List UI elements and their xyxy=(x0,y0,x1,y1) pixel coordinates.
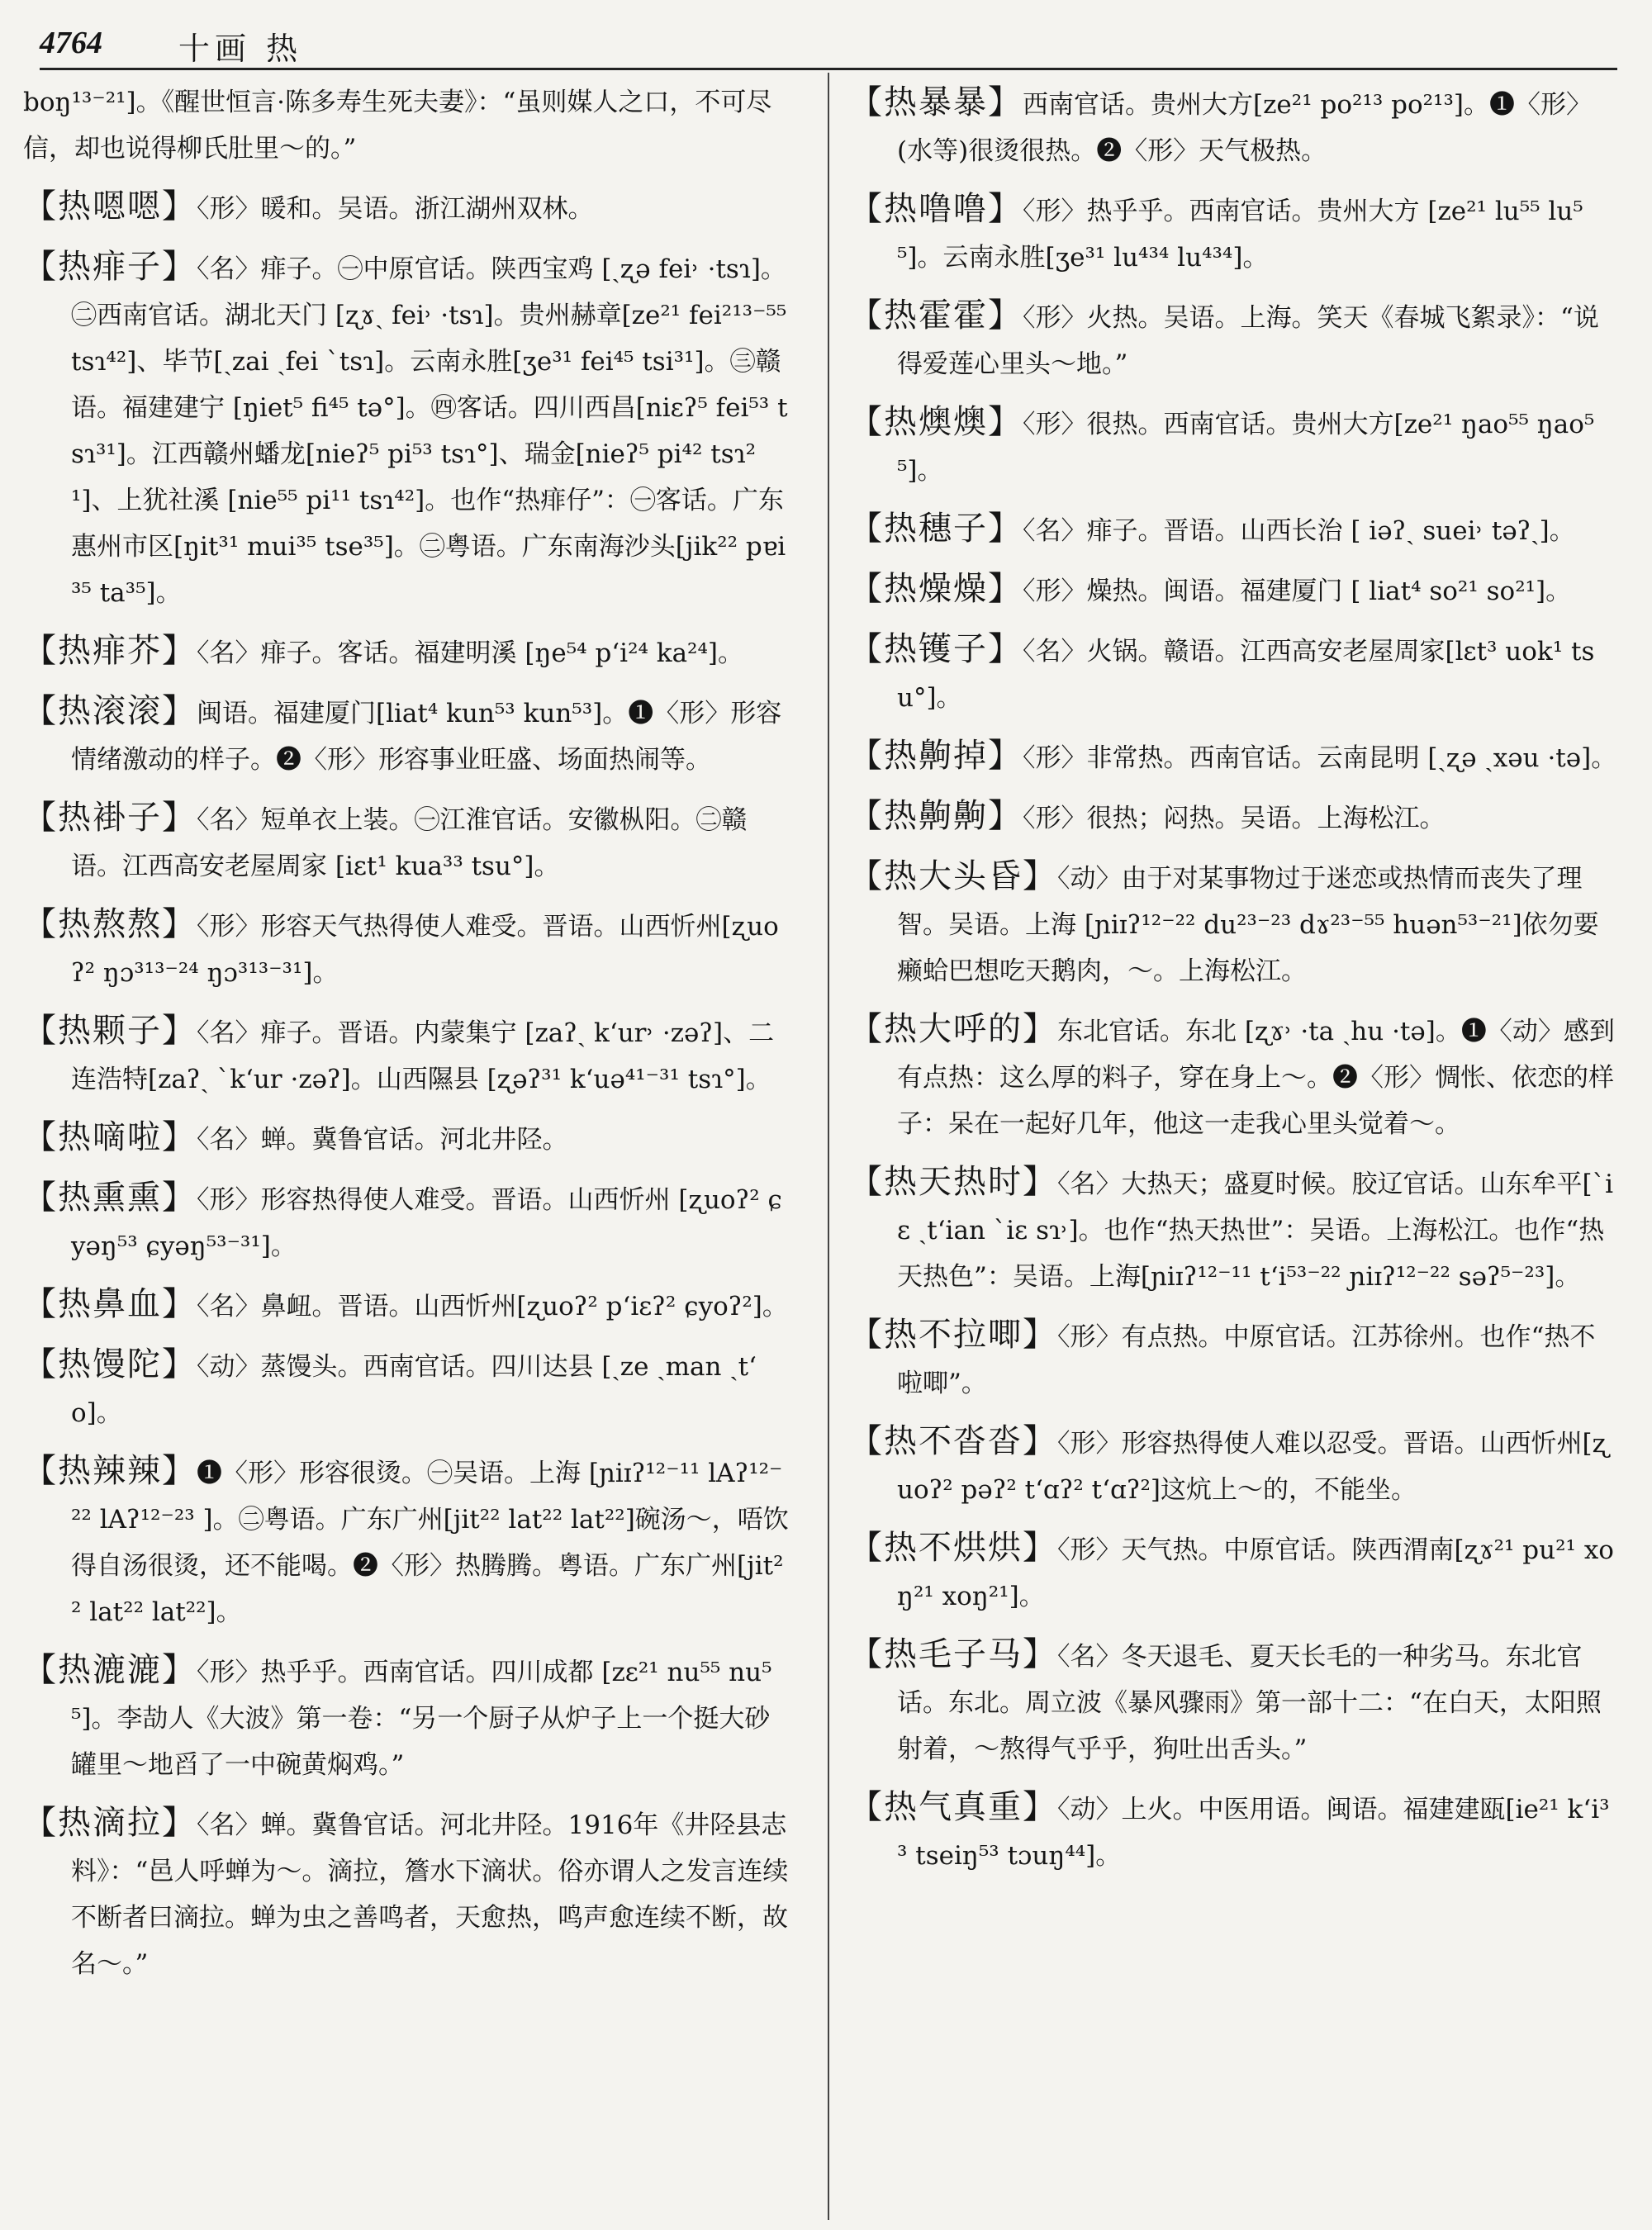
dictionary-entry xyxy=(23,628,791,676)
entry-definition: 〈名〉蝉。冀鲁官话。河北井陉。1916年《井陉县志料》：“邑人呼蝉为～。滴拉，簷水下滴状。俗亦谓人之发言连续不断者曰滴拉。蝉为虫之善鸣者，天愈热，鸣声愈连续不断，故名～。” xyxy=(71,1810,789,1979)
dictionary-entry xyxy=(849,853,1617,994)
dictionary-entry xyxy=(849,1631,1617,1772)
column-divider xyxy=(828,73,829,2220)
entry-headword: 【热镬子】 xyxy=(849,630,1023,668)
entry-headword: 【热嘀啦】 xyxy=(23,1118,197,1156)
entry-definition: 〈形〉燥热。闽语。福建厦门 [ liat⁴ so²¹ so²¹]。 xyxy=(1023,576,1572,606)
entry-definition: 〈形〉形容天气热得使人难受。晋语。山西忻州[ʐuoʔ² ŋɔ³¹³⁻²⁴ ŋɔ³¹³⁻³¹]。 xyxy=(71,912,779,988)
entry-headword: 【热不拉唧】 xyxy=(849,1316,1057,1354)
entry-definition: 〈名〉冬天退毛、夏天长毛的一种劣马。东北官话。东北。周立波《暴风骤雨》第一部十二：“在白天，太阳照射着，～熬得气乎乎，狗吐出舌头。” xyxy=(897,1642,1602,1764)
entry-headword: 【热滴拉】 xyxy=(23,1804,197,1842)
entry-definition: 〈形〉火热。吴语。上海。笑天《春城飞絮录》：“说得爱莲心里头～地。” xyxy=(897,303,1599,379)
dictionary-entry xyxy=(23,1448,791,1635)
entry-headword: 【热燥燥】 xyxy=(849,570,1023,608)
dictionary-entry xyxy=(849,292,1617,387)
entry-headword: 【热漉漉】 xyxy=(23,1651,197,1689)
entry-definition: 〈名〉痱子。晋语。山西长治 [ iəʔˏ suei˒ təʔˏ]。 xyxy=(1023,516,1575,546)
dictionary-entry xyxy=(849,79,1617,174)
dictionary-entry xyxy=(23,1008,791,1103)
entry-list xyxy=(23,183,791,1987)
dictionary-entry xyxy=(849,505,1617,554)
dictionary-entry xyxy=(849,399,1617,494)
dictionary-entry xyxy=(849,1418,1617,1513)
entry-headword: 【热不沓沓】 xyxy=(849,1422,1057,1460)
entry-definition: 〈形〉热乎乎。西南官话。四川成都 [zɛ²¹ nu⁵⁵ nu⁵⁵]。李劼人《大波》第一卷：“另一个厨子从炉子上一个挺大砂罐里～地舀了一中碗黄焖鸡。” xyxy=(71,1658,772,1780)
dictionary-entry xyxy=(23,1281,791,1330)
entry-headword: 【热不烘烘】 xyxy=(849,1529,1057,1567)
entry-headword: 【热燠燠】 xyxy=(849,403,1023,441)
entry-definition: 〈动〉由于对某事物过于迷恋或热情而丧失了理智。吴语。上海 [ɲiɪʔ¹²⁻²² du²³⁻²³ dɤ²³⁻⁵⁵ huən⁵³⁻²¹]依勿要癞蛤巴想吃天鹅肉，～。上海松江。 xyxy=(897,864,1599,986)
dictionary-entry xyxy=(849,793,1617,842)
entry-headword: 【热嗯嗯】 xyxy=(23,187,197,225)
entry-definition: 〈形〉非常热。西南官话。云南昆明 [ˏʐə ˏxəu ·tə]。 xyxy=(1023,743,1617,773)
entry-definition: 〈形〉天气热。中原官话。陕西渭南[ʐɤ²¹ pu²¹ xoŋ²¹ xoŋ²¹]。 xyxy=(897,1535,1614,1611)
entry-headword: 【热颗子】 xyxy=(23,1012,197,1050)
entry-definition: 〈形〉很热；闷热。吴语。上海松江。 xyxy=(1023,804,1446,833)
entry-headword: 【热熏熏】 xyxy=(23,1179,197,1217)
page-header xyxy=(40,21,1626,71)
entry-definition: 〈动〉上火。中医用语。闽语。福建建瓯[ie²¹ kʻi³³ tseiŋ⁵³ tɔuŋ⁴⁴]。 xyxy=(897,1795,1610,1871)
running-head-title: 十画 热 xyxy=(178,31,303,67)
dictionary-entry xyxy=(849,186,1617,281)
dictionary-entry xyxy=(849,626,1617,721)
entry-definition: 〈名〉蝉。冀鲁官话。河北井陉。 xyxy=(197,1125,568,1155)
entry-headword: 【热齁齁】 xyxy=(849,797,1023,835)
entry-definition: 〈名〉火锅。赣语。江西高安老屋周家[lɛt³ uok¹ tsu°]。 xyxy=(897,637,1595,713)
dictionary-entry xyxy=(849,566,1617,614)
dictionary-entry xyxy=(23,1174,791,1269)
entry-headword: 【热齁掉】 xyxy=(849,737,1023,775)
entry-definition: 〈形〉形容热得使人难受。晋语。山西忻州 [ʐuoʔ² ɕyəŋ⁵³ ɕyəŋ⁵³⁻³¹]。 xyxy=(71,1185,782,1261)
dictionary-entry xyxy=(23,688,791,783)
dictionary-entry xyxy=(23,1647,791,1788)
entry-headword: 【热大呼的】 xyxy=(849,1010,1057,1048)
entry-list xyxy=(849,79,1617,1879)
entry-headword: 【热穗子】 xyxy=(849,510,1023,548)
dictionary-entry xyxy=(23,244,791,616)
dictionary-entry xyxy=(23,1800,791,1987)
dictionary-entry xyxy=(849,1006,1617,1147)
entry-headword: 【热毛子马】 xyxy=(849,1635,1057,1673)
entry-definition: 〈名〉痱子。晋语。内蒙集宁 [zaʔˏ kʻur˒ ·zəʔ]、二连浩特[zaʔˏ ˋkʻur ·zəʔ]。山西隰县 [ʐəʔ³¹ kʻuə⁴¹⁻³¹ tsɿ°]。 xyxy=(71,1018,775,1094)
entry-headword: 【热天热时】 xyxy=(849,1163,1057,1201)
entry-headword: 【热熬熬】 xyxy=(23,905,197,943)
entry-headword: 【热气真重】 xyxy=(849,1788,1057,1826)
entry-headword: 【热辣辣】 xyxy=(23,1452,197,1490)
entry-definition: 〈名〉痱子。㊀中原官话。陕西宝鸡 [ˏʐə fei˒ ·tsɿ]。㊁西南官话。湖北天门 [ʐɤˏ fei˒ ·tsɿ]。贵州赫章[ze²¹ fei²¹³⁻⁵⁵ tsɿ⁴²]、毕节[ˏzai ˏfei ˋtsɿ]。云南永胜[ʒe³¹ fei⁴⁵ tsi³¹]。㊂赣语。福建建宁 [ŋiet⁵ fi⁴⁵ tə°]。㊃客话。四川西昌[niɛʔ⁵ fei⁵³ tsɿ³¹]。江西赣州蟠龙[nieʔ⁵ pi⁵³ tsɿ°]、瑞金[nieʔ⁵ pi⁴² tsɿ²¹]、上犹社溪 [nie⁵⁵ pi¹¹ tsɿ⁴²]。也作“热痱仔”：㊀客话。广东惠州市区[ŋit³¹ mui³⁵ tse³⁵]。㊁粤语。广东南海沙头[jik²² pɐi³⁵ ta³⁵]。 xyxy=(71,254,788,608)
entry-definition: 〈形〉热乎乎。西南官话。贵州大方 [ze²¹ lu⁵⁵ lu⁵⁵]。云南永胜[ʒe³¹ lu⁴³⁴ lu⁴³⁴]。 xyxy=(897,197,1583,273)
entry-definition: 〈名〉大热天；盛夏时候。胶辽官话。山东牟平[ˋiɛ ˏtʻian ˋiɛ sɿ˒]。也作“热天热世”：吴语。上海松江。也作“热天热色”：吴语。上海[ɲiɪʔ¹²⁻¹¹ tʻi⁵³⁻²² ɲiɪʔ¹²⁻²² səʔ⁵⁻²³]。 xyxy=(897,1170,1614,1292)
entry-definition: 〈名〉痱子。客话。福建明溪 [ŋe⁵⁴ pʻi²⁴ ka²⁴]。 xyxy=(197,638,744,668)
entry-definition: 闽语。福建厦门[liat⁴ kun⁵³ kun⁵³]。❶〈形〉形容情绪激动的样子。❷〈形〉形容事业旺盛、场面热闹等。 xyxy=(71,699,782,775)
entry-definition: 〈形〉很热。西南官话。贵州大方[ze²¹ ŋao⁵⁵ ŋao⁵⁵]。 xyxy=(897,410,1595,486)
entry-headword: 【热痱芥】 xyxy=(23,632,197,670)
dictionary-entry xyxy=(23,1341,791,1436)
entry-definition: 东北官话。东北 [ʐɤ˒ ·ta ˏhu ·tə]。❶〈动〉感到有点热：这么厚的料子，穿在身上～。❷〈形〉惆怅、依恋的样子：呆在一起好几年，他这一走我心里头觉着～。 xyxy=(897,1017,1615,1139)
continuation-text: boŋ¹³⁻²¹]。《醒世恒言·陈多寿生死夫妻》：“虽则媒人之口，不可尽信，却也说得柳氏肚里～的。” xyxy=(23,88,772,164)
entry-definition: 〈形〉形容热得使人难以忍受。晋语。山西忻州[ʐuoʔ² pəʔ² tʻɑʔ² tʻɑʔ²]这炕上～的，不能坐。 xyxy=(897,1429,1608,1505)
entry-definition: 〈名〉鼻衄。晋语。山西忻州[ʐuoʔ² pʻiɛʔ² ɕyoʔ²]。 xyxy=(197,1292,788,1321)
right-column xyxy=(849,79,1617,1891)
entry-headword: 【热噜噜】 xyxy=(849,190,1023,228)
entry-headword: 【热褂子】 xyxy=(23,799,197,837)
entry-headword: 【热大头昏】 xyxy=(849,857,1057,895)
left-column xyxy=(23,79,791,1999)
entry-definition: 西南官话。贵州大方[ze²¹ po²¹³ po²¹³]。❶〈形〉(水等)很烫很热。❷〈形〉天气极热。 xyxy=(897,90,1593,166)
entry-headword: 【热馒陀】 xyxy=(23,1345,197,1383)
dictionary-entry xyxy=(23,1114,791,1163)
dictionary-entry xyxy=(23,901,791,996)
entry-definition: 〈动〉蒸馒头。西南官话。四川达县 [ˏze ˏman ˏtʻo]。 xyxy=(71,1352,757,1428)
entry-definition: 〈形〉暖和。吴语。浙江湖州双林。 xyxy=(197,194,594,224)
header-rule xyxy=(40,68,1617,70)
entry-headword: 【热暴暴】 xyxy=(849,83,1023,121)
dictionary-entry xyxy=(849,1159,1617,1300)
dictionary-entry xyxy=(849,1784,1617,1879)
entry-headword: 【热鼻血】 xyxy=(23,1285,197,1323)
dictionary-entry xyxy=(849,1525,1617,1620)
dictionary-entry xyxy=(23,795,791,890)
entry-headword: 【热滚滚】 xyxy=(23,692,197,730)
dictionary-entry xyxy=(849,733,1617,781)
page-number: 4764 xyxy=(40,26,102,60)
dictionary-entry xyxy=(849,1312,1617,1407)
dictionary-entry xyxy=(23,183,791,232)
entry-definition: ❶〈形〉形容很烫。㊀吴语。上海 [ɲiɪʔ¹²⁻¹¹ lAʔ¹²⁻²² lAʔ¹²⁻²³ ]。㊁粤语。广东广州[jit²² lat²² lat²²]碗汤～，唔饮得自汤很烫，还不能喝。❷〈形〉热腾腾。粤语。广东广州[jit²² lat²² lat²²]。 xyxy=(71,1459,789,1627)
entry-headword: 【热霍霍】 xyxy=(849,297,1023,334)
entry-definition: 〈名〉短单衣上装。㊀江淮官话。安徽枞阳。㊁赣语。江西高安老屋周家 [iɛt¹ kua³³ tsu°]。 xyxy=(71,805,748,881)
entry-headword: 【热痱子】 xyxy=(23,248,197,286)
entry-definition: 〈形〉有点热。中原官话。江苏徐州。也作“热不啦唧”。 xyxy=(897,1322,1596,1398)
